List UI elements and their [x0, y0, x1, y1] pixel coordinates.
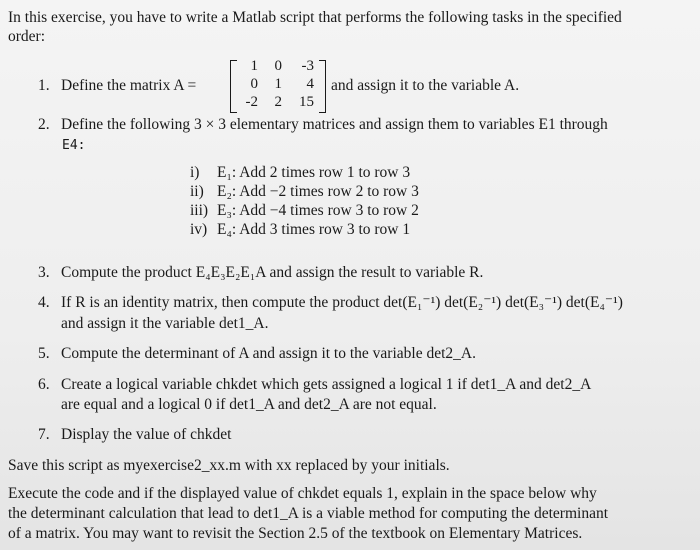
- item-1-number: 1.: [38, 77, 50, 94]
- item-6-number: 6.: [38, 376, 50, 393]
- sub-item-roman: iii): [190, 202, 209, 219]
- item-4-line-1: If R is an identity matrix, then compute the product det(E₁⁻¹) det(E₂⁻¹) det(E₃⁻¹) det(E₄⁻¹): [61, 294, 623, 311]
- item-1-suffix: and assign it to the variable A.: [331, 77, 520, 94]
- matrix-a: [230, 58, 326, 113]
- matrix-cell: 1: [274, 76, 282, 92]
- matrix-cell: 2: [274, 94, 282, 110]
- item-6-line-1: Create a logical variable chkdet which gets assigned a logical 1 if det1_A and det2_A: [61, 376, 592, 393]
- matrix-right-bracket: [319, 60, 326, 113]
- matrix-cell: -3: [301, 58, 314, 74]
- sub-item-text: E₁: Add 2 times row 1 to row 3: [217, 164, 411, 181]
- final-line-1: Execute the code and if the displayed value of chkdet equals 1, explain in the space below why: [8, 485, 597, 502]
- item-7-text: Display the value of chkdet: [61, 426, 232, 443]
- matrix-cell: 1: [250, 58, 258, 74]
- item-1-prefix: Define the matrix A =: [61, 77, 197, 94]
- intro-line-1: In this exercise, you have to write a Matlab script that performs the following tasks in the specified: [8, 9, 622, 26]
- item-2-number: 2.: [38, 116, 50, 133]
- item-4-line-2: and assign it the variable det1_A.: [61, 315, 269, 332]
- sub-item-roman: ii): [190, 183, 204, 200]
- final-line-2: the determinant calculation that lead to det1_A is a viable method for computing the determinant: [8, 505, 609, 522]
- sub-item-text: E₃: Add −4 times row 3 to row 2: [217, 202, 419, 219]
- sub-item-text: E₂: Add −2 times row 2 to row 3: [217, 183, 419, 200]
- item-2-line-2: E4:: [62, 138, 86, 153]
- matrix-cell: 4: [306, 76, 314, 92]
- item-3-number: 3.: [38, 264, 50, 281]
- item-7-number: 7.: [38, 426, 50, 443]
- intro-line-2: order:: [8, 28, 46, 45]
- matrix-cell: -2: [245, 94, 258, 110]
- item-3-text: Compute the product E₄E₃E₂E₁A and assign the result to variable R.: [61, 264, 484, 281]
- matrix-cell: 0: [250, 76, 258, 92]
- item-4-number: 4.: [38, 294, 50, 311]
- matrix-cell: 0: [274, 58, 282, 74]
- final-line-3: of a matrix. You may want to revisit the Section 2.5 of the textbook on Elementary Matrices.: [8, 525, 583, 542]
- item-5-text: Compute the determinant of A and assign it to the variable det2_A.: [61, 345, 476, 362]
- matrix-cell: 15: [299, 94, 314, 110]
- sub-item-roman: i): [190, 164, 200, 181]
- save-instruction: Save this script as myexercise2_xx.m with xx replaced by your initials.: [8, 457, 450, 474]
- sub-item-text: E₄: Add 3 times row 3 to row 1: [217, 221, 411, 238]
- item-5-number: 5.: [38, 345, 50, 362]
- item-6-line-2: are equal and a logical 0 if det1_A and det2_A are not equal.: [61, 396, 437, 413]
- item-2-line-1: Define the following 3 × 3 elementary matrices and assign them to variables E1 through: [61, 116, 608, 133]
- sub-item-roman: iv): [190, 221, 208, 238]
